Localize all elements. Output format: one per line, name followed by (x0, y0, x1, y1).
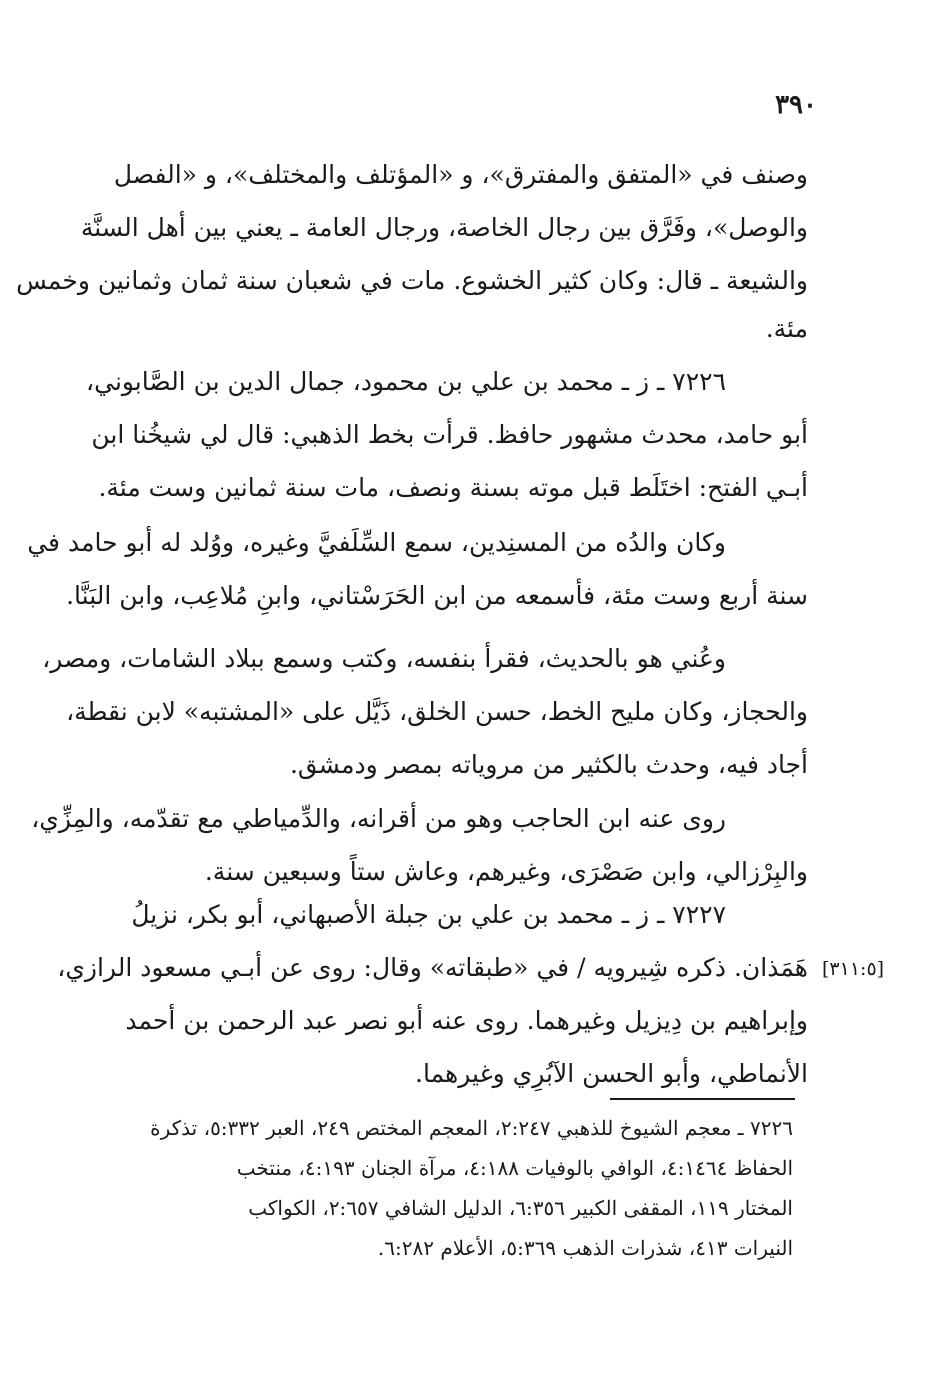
page-number: ٣٩٠ (775, 90, 817, 120)
text-line: أبـي الفتح: اختَلَط قبل موته بسنة ونصف، مات سنة ثمانين وست مئة. (98, 473, 808, 502)
text-line: وعُني هو بالحديث، فقرأ بنفسه، وكتب وسمع ببلاد الشامات، ومصر، (42, 644, 726, 673)
book-page: ٣٩٠ وصنف في «المتفق والمفترق»، و «المؤتلف والمختلف»، و «الفصل والوصل»، وفَرَّق بين رجال الخاصة، ورجال العامة ـ يعني بين أهل السنَّة والشيعة ـ قال: وكان كثير الخشوع. مات في شعبان سنة ثمان وثمانين وخمس مئة. ٧٢٢٦ ـ ز ـ محمد بن علي بن محمود، جمال الدين بن الصَّابوني، أبو حامد، محدث مشهور حافظ. قرأت بخط الذهبي: قال لي شيخُنا ابن أبـي الفتح: اختَلَط قبل موته بسنة ونصف، مات سنة ثمانين وست مئة. وكان والدُه من المسنِدين، سمع السِّلَفيَّ وغيره، ووُلد له أبو حامد في سنة أربع وست مئة، فأسمعه من ابن الحَرَسْتاني، وابنِ مُلاعِب، وابن البَنَّا. وعُني هو بالحديث، فقرأ بنفسه، وكتب وسمع ببلاد الشامات، ومصر، والحجاز، وكان مليح الخط، حسن الخلق، ذَيَّل على «المشتبه» لابن نقطة، أجاد فيه، وحدث بالكثير من مروياته بمصر ودمشق. روى عنه ابن الحاجب وهو من أقرانه، والدِّمياطي مع تقدّمه، والمِزِّي، والبِرْزالي، وابن صَصْرَى، وغيرهم، وعاش ستاً وسبعين سنة. ٧٢٢٧ ـ ز ـ محمد بن علي بن جبلة الأصبهاني، أبو بكر، نزيلُ هَمَذان. ذكره شِيرويه / في «طبقاته» وقال: روى عن أبـي مسعود الرازي، وإبراهيم بن دِيزيل وغيرهما. روى عنه أبو نصر عبد الرحمن بن أحمد الأنماطي، وأبو الحسن الآبُرِي وغيرهما. [٣١١:٥] ٧٢٢٦ ـ معجم الشيوخ للذهبي ٢:٢٤٧، المعجم المختص ٢٤٩، العبر ٥:٣٣٢، تذكرة الحفاظ ٤:١٤٦٤، الوافي بالوفيات ٤:١٨٨، مرآة الجنان ٤:١٩٣، منتخب المختار ١١٩، المقفى الكبير ٦:٣٥٦، الدليل الشافي ٢:٦٥٧، الكواكب النيرات ٤١٣، شذرات الذهب ٥:٣٦٩، الأعلام ٦:٢٨٢. (0, 0, 925, 1378)
entry-heading-line: ٧٢٢٧ ـ ز ـ محمد بن علي بن جبلة الأصبهاني، أبو بكر، نزيلُ (131, 900, 726, 929)
paragraph (31, 792, 808, 898)
footnote-line: ٧٢٢٦ ـ معجم الشيوخ للذهبي ٢:٢٤٧، المعجم المختص ٢٤٩، العبر ٥:٣٣٢، تذكرة (150, 1116, 793, 1140)
text-line: أجاد فيه، وحدث بالكثير من مروياته بمصر ودمشق. (289, 750, 808, 779)
footnote-line: النيرات ٤١٣، شذرات الذهب ٥:٣٦٩، الأعلام ٦:٢٨٢. (377, 1236, 793, 1260)
text-line: والشيعة ـ قال: وكان كثير الخشوع. مات في شعبان سنة ثمان وثمانين وخمس (16, 266, 808, 295)
footnote-line: الحفاظ ٤:١٤٦٤، الوافي بالوفيات ٤:١٨٨، مرآة الجنان ٤:١٩٣، منتخب (236, 1156, 793, 1180)
text-line: والبِرْزالي، وابن صَصْرَى، وغيرهم، وعاش ستاً وسبعين سنة. (204, 857, 808, 886)
text-line: والحجاز، وكان مليح الخط، حسن الخلق، ذَيَّل على «المشتبه» لابن نقطة، (66, 697, 808, 726)
text-line: أبو حامد، محدث مشهور حافظ. قرأت بخط الذهبي: قال لي شيخُنا ابن (91, 420, 808, 449)
footnote-block (68, 1108, 793, 1268)
paragraph (42, 632, 808, 791)
text-line: هَمَذان. ذكره شِيرويه / في «طبقاته» وقال: روى عن أبـي مسعود الرازي، (57, 953, 808, 982)
footnote-line: المختار ١١٩، المقفى الكبير ٦:٣٥٦، الدليل الشافي ٢:٦٥٧، الكواكب (248, 1196, 793, 1220)
text-line: الأنماطي، وأبو الحسن الآبُرِي وغيرهما. (415, 1059, 808, 1088)
paragraph-continuation (16, 148, 808, 351)
entry-7226 (68, 355, 808, 514)
entry-heading-line: ٧٢٢٦ ـ ز ـ محمد بن علي بن محمود، جمال الدين بن الصَّابوني، (86, 367, 726, 396)
entry-7227 (57, 888, 808, 1100)
footnote-separator (610, 1098, 795, 1100)
text-line: سنة أربع وست مئة، فأسمعه من ابن الحَرَسْتاني، وابنِ مُلاعِب، وابن البَنَّا. (66, 581, 808, 610)
text-line: والوصل»، وفَرَّق بين رجال الخاصة، ورجال العامة ـ يعني بين أهل السنَّة (80, 213, 808, 242)
text-line: وإبراهيم بن دِيزيل وغيرهما. روى عنه أبو نصر عبد الرحمن بن أحمد (125, 1006, 808, 1035)
text-line: روى عنه ابن الحاجب وهو من أقرانه، والدِّمياطي مع تقدّمه، والمِزِّي، (31, 804, 726, 833)
text-line: وصنف في «المتفق والمفترق»، و «المؤتلف والمختلف»، و «الفصل (113, 160, 808, 189)
paragraph (27, 516, 808, 622)
text-line: مئة. (765, 314, 808, 343)
text-line: وكان والدُه من المسنِدين، سمع السِّلَفيَّ وغيره، ووُلد له أبو حامد في (27, 528, 726, 557)
